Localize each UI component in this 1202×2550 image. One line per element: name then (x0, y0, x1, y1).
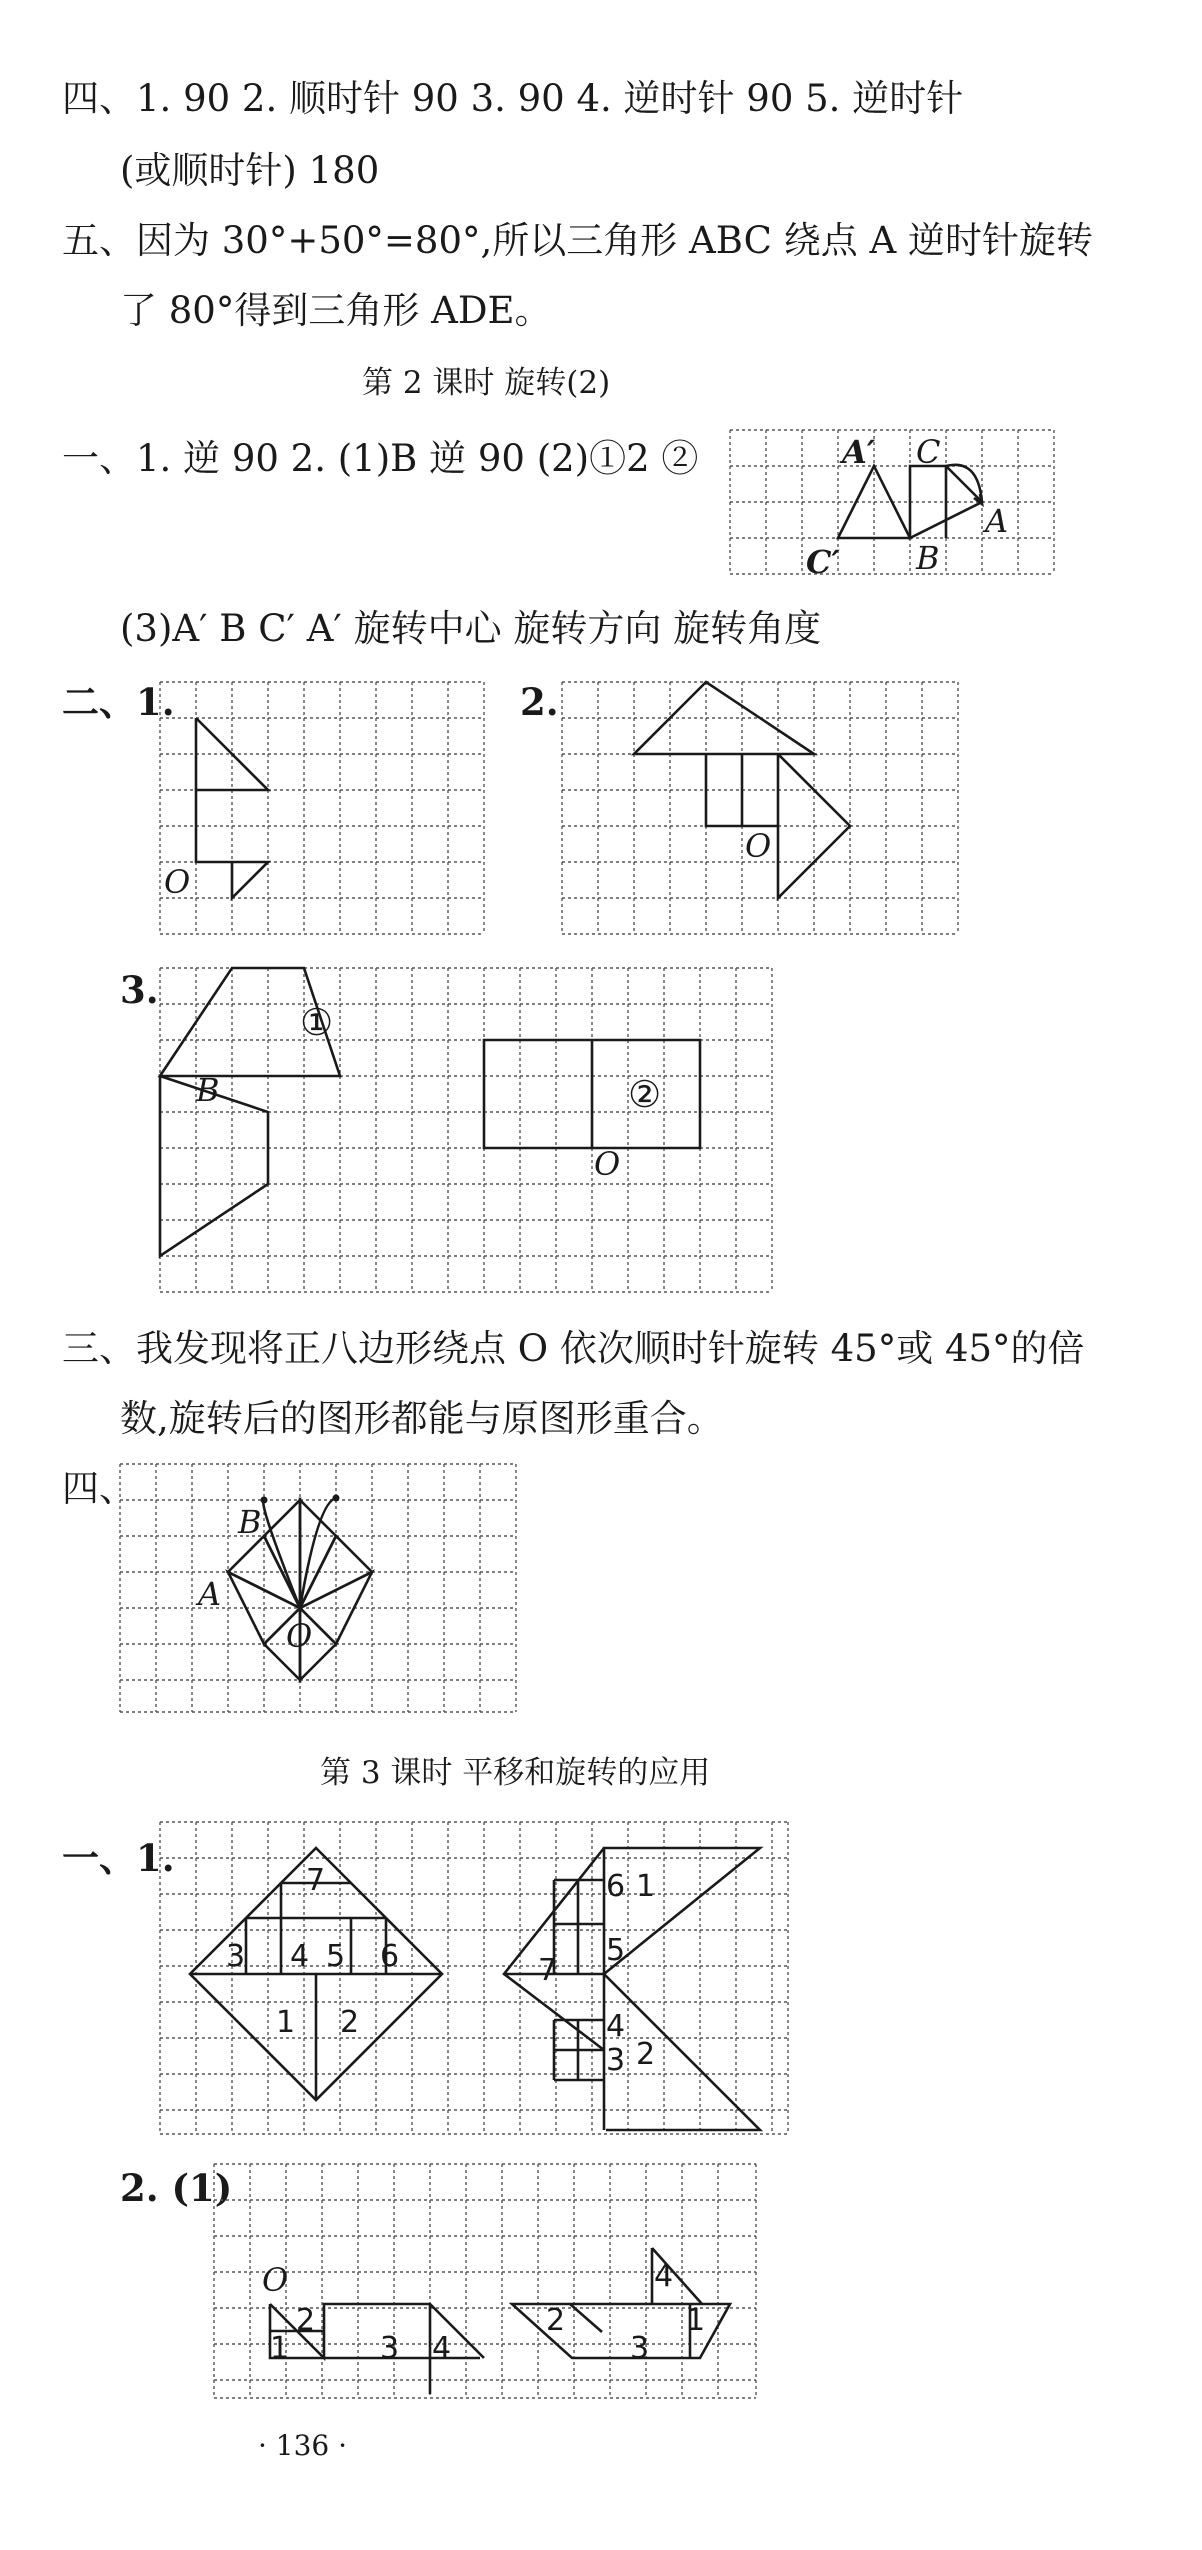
l3-q1-right-num: 1 (636, 1869, 656, 1904)
l2-q2-figure-1 (158, 680, 488, 940)
l2-q4-label-a: A (198, 1575, 222, 1613)
page-number: · 136 · (258, 2429, 348, 2462)
l2-q3-line1: 三、我发现将正八边形绕点 O 依次顺时针旋转 45°或 45°的倍 (62, 1327, 1085, 1370)
l2-q1-rotation-figure (728, 428, 1058, 580)
l3-q2-right-num: 2 (546, 2303, 566, 2338)
l2-q3-line2: 数,旋转后的图形都能与原图形重合。 (120, 1397, 724, 1440)
l3-q2-right-num: 1 (686, 2303, 706, 2338)
l2-q2-prefix-3: 3. (120, 968, 159, 1012)
l3-q1-right-num: 6 (606, 1869, 626, 1904)
l2-q2-fig1-label-o: O (164, 863, 191, 901)
l2-q1-label-c: C (916, 433, 941, 471)
l2-q4-rotation-figure (118, 1462, 522, 1716)
l2-q1-line3: (3)A′ B C′ A′ 旋转中心 旋转方向 旋转角度 (120, 607, 822, 650)
l2-q1-label-a: A (985, 502, 1009, 540)
l3-q2-left-num: 3 (380, 2331, 400, 2366)
l3-q1-left-num: 1 (276, 2005, 296, 2040)
l3-q1-left-num: 5 (326, 1939, 346, 1974)
l2-q2-prefix-2: 2. (520, 680, 559, 724)
l2-q2-prefix-1: 二、1. (62, 680, 175, 724)
l3-q1-right-num: 5 (606, 1933, 626, 1968)
l2-q4-label-b: B (238, 1503, 262, 1541)
l2-q2-fig3-label-b: B (196, 1071, 220, 1109)
l2-q1-label-b: B (916, 539, 940, 577)
answer-sec5-line1: 五、因为 30°+50°=80°,所以三角形 ABC 绕点 A 逆时针旋转 (62, 219, 1093, 262)
l3-q1-right-num: 2 (636, 2037, 656, 2072)
l2-q1-label-a-prime: A′ (842, 433, 876, 471)
answer-sec5-line2: 了 80°得到三角形 ADE。 (120, 289, 552, 332)
l3-q1-left-num: 2 (340, 2005, 360, 2040)
l3-q1-left-num: 6 (380, 1939, 400, 1974)
l3-q2-right-num: 3 (630, 2331, 650, 2366)
l3-q1-left-num: 3 (226, 1939, 246, 1974)
lesson-2-title: 第 2 课时 旋转(2) (362, 365, 611, 401)
l2-q1-label-c-prime: C′ (806, 543, 840, 581)
l3-q2-prefix: 2. (1) (120, 2166, 233, 2210)
l3-q1-tangram-figure (158, 1820, 794, 2140)
l2-q2-figure-2 (560, 680, 960, 940)
l3-q1-left-num: 7 (306, 1863, 326, 1898)
l3-q2-right-num: 4 (654, 2259, 674, 2294)
answer-sec4-line2: (或顺时针) 180 (120, 149, 380, 192)
l2-q4-prefix: 四、 (62, 1467, 136, 1510)
l2-q2-figure-3 (158, 966, 778, 1292)
l3-q1-right-num: 7 (538, 1953, 558, 1988)
l2-q2-fig3-circle-1: ① (300, 1001, 334, 1044)
l3-q1-prefix: 一、1. (62, 1836, 175, 1880)
l2-q2-fig2-label-o: O (745, 827, 772, 865)
lesson-3-title: 第 3 课时 平移和旋转的应用 (320, 1755, 711, 1791)
l3-q2-tangram-figure (212, 2162, 758, 2402)
l3-q2-left-num: 2 (296, 2303, 316, 2338)
l3-q1-right-num: 3 (606, 2043, 626, 2078)
l2-q2-fig3-circle-2: ② (628, 1073, 662, 1116)
l3-q2-label-o: O (262, 2261, 289, 2299)
l2-q2-fig3-label-o: O (594, 1145, 621, 1183)
l3-q1-left-num: 4 (290, 1939, 310, 1974)
l3-q2-left-num: 1 (270, 2331, 290, 2366)
answer-sec4-line1: 四、1. 90 2. 顺时针 90 3. 90 4. 逆时针 90 5. 逆时针 (62, 77, 964, 120)
l2-q1-line1: 一、1. 逆 90 2. (1)B 逆 90 (2)①2 ② (62, 437, 699, 480)
l2-q4-label-o: O (286, 1617, 313, 1655)
l3-q1-right-num: 4 (606, 2009, 626, 2044)
l3-q2-left-num: 4 (432, 2331, 452, 2366)
